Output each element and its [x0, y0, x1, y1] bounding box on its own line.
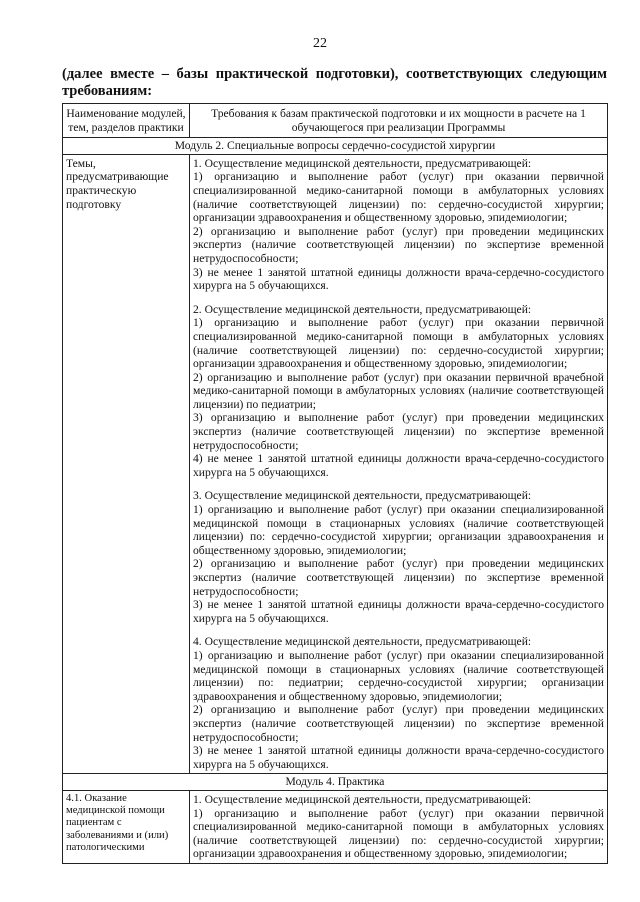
requirement-line: 3. Осуществление медицинской деятельности, предусматривающей: — [193, 489, 532, 503]
module-2-title: Модуль 2. Специальные вопросы сердечно-сосудистой хирургии — [63, 138, 608, 155]
intro-text: (далее вместе – базы практической подготовки), соответствующих следующим требованиям: — [62, 66, 607, 99]
requirement-block — [193, 489, 604, 625]
requirement-line: 2) организацию и выполнение работ (услуг) при проведении медицинских экспертиз (наличие соответствующей лицензии) по экспертизе временной нетрудоспособности; — [193, 224, 604, 265]
header-col-requirements: Требования к базам практической подготовки и их мощности в расчете на 1 обучающегося при реализации Программы — [190, 104, 608, 138]
requirement-line: 1. Осуществление медицинской деятельности, предусматривающей: — [193, 156, 532, 170]
module-4-title: Модуль 4. Практика — [63, 774, 608, 791]
requirement-line: 3) не менее 1 занятой штатной единицы должности врача-сердечно-сосудистого хирурга на 5 обучающихся. — [193, 744, 604, 771]
module-4-requirements — [190, 790, 608, 863]
requirement-line: 4. Осуществление медицинской деятельности, предусматривающей: — [193, 635, 532, 649]
requirement-line: 4) не менее 1 занятой штатной единицы должности врача-сердечно-сосудистого хирурга на 5 обучающихся. — [193, 452, 604, 479]
module-2-title-row — [63, 138, 608, 155]
requirement-line: 2) организацию и выполнение работ (услуг) при проведении медицинских экспертиз (наличие соответствующей лицензии) по экспертизе временной нетрудоспособности; — [193, 557, 604, 598]
requirement-block — [193, 157, 604, 293]
header-col-modules: Наименование модулей, тем, разделов практики — [63, 104, 190, 138]
requirement-line: 2) организацию и выполнение работ (услуг) при оказании первичной врачебной медико-санитарной помощи в амбулаторных условиях (наличие соответствующей лицензии) по педиатрии; — [193, 370, 604, 411]
requirement-line: 1) организацию и выполнение работ (услуг) при оказании первичной специализированной медико-санитарной помощи в амбулаторных условиях (наличие соответствующей лицензии) по: сердечно-сосудистой хирургии; организации здравоохранения и общественному здоровью, эпидемиологии; — [193, 806, 604, 861]
requirement-line: 1. Осуществление медицинской деятельности, предусматривающей: — [193, 792, 532, 806]
requirement-line: 3) не менее 1 занятой штатной единицы должности врача-сердечно-сосудистого хирурга на 5 обучающихся. — [193, 265, 604, 293]
requirement-block — [193, 793, 604, 861]
requirement-line: 1) организацию и выполнение работ (услуг) при оказании первичной специализированной медико-санитарной помощи в амбулаторных условиях (наличие соответствующей лицензии) по: сердечно-сосудистой хирургии; организации здравоохранения и общественному здоровью, эпидемиологии; — [193, 316, 604, 371]
requirement-line: 3) не менее 1 занятой штатной единицы должности врача-сердечно-сосудистого хирурга на 5 обучающихся. — [193, 598, 604, 625]
requirement-line: 1) организацию и выполнение работ (услуг) при оказании специализированной медицинской помощи в стационарных условиях (наличие соответствующей лицензии) по: сердечно-сосудистой хирургии; организации здравоохранения и общественному здоровью, эпидемиологии; — [193, 503, 604, 557]
module-2-requirements — [190, 154, 608, 774]
module-2-row — [63, 154, 608, 774]
requirement-line: 2. Осуществление медицинской деятельности, предусматривающей: — [193, 302, 532, 316]
module-4-label: 4.1. Оказание медицинской помощи пациентам с заболеваниями и (или) патологическими — [63, 790, 190, 863]
requirement-block — [193, 303, 604, 480]
table-header-row — [63, 104, 608, 138]
page-number: 22 — [313, 36, 327, 51]
requirement-line: 2) организацию и выполнение работ (услуг) при проведении медицинских экспертиз (наличие соответствующей лицензии) по экспертизе временной нетрудоспособности; — [193, 703, 604, 744]
module-4-row — [63, 790, 608, 863]
module-2-label: Темы, предусматривающие практическую подготовку — [63, 154, 190, 774]
requirement-line: 3) организацию и выполнение работ (услуг) при проведении медицинских экспертиз (наличие соответствующей лицензии) по экспертизе временной нетрудоспособности; — [193, 411, 604, 452]
requirements-table — [62, 103, 608, 864]
requirement-line: 1) организацию и выполнение работ (услуг) при оказании специализированной медицинской помощи в стационарных условиях (наличие соответствующей лицензии) по: педиатрии; сердечно-сосудистой хирургии; организации здравоохранения и общественному здоровью, эпидемиологии; — [193, 648, 604, 703]
requirement-line: 1) организацию и выполнение работ (услуг) при оказании первичной специализированной медико-санитарной помощи в амбулаторных условиях (наличие соответствующей лицензии) по: сердечно-сосудистой хирургии; организации здравоохранения и общественному здоровью, эпидемиологии; — [193, 170, 604, 225]
requirement-block — [193, 635, 604, 771]
module-4-title-row — [63, 774, 608, 791]
